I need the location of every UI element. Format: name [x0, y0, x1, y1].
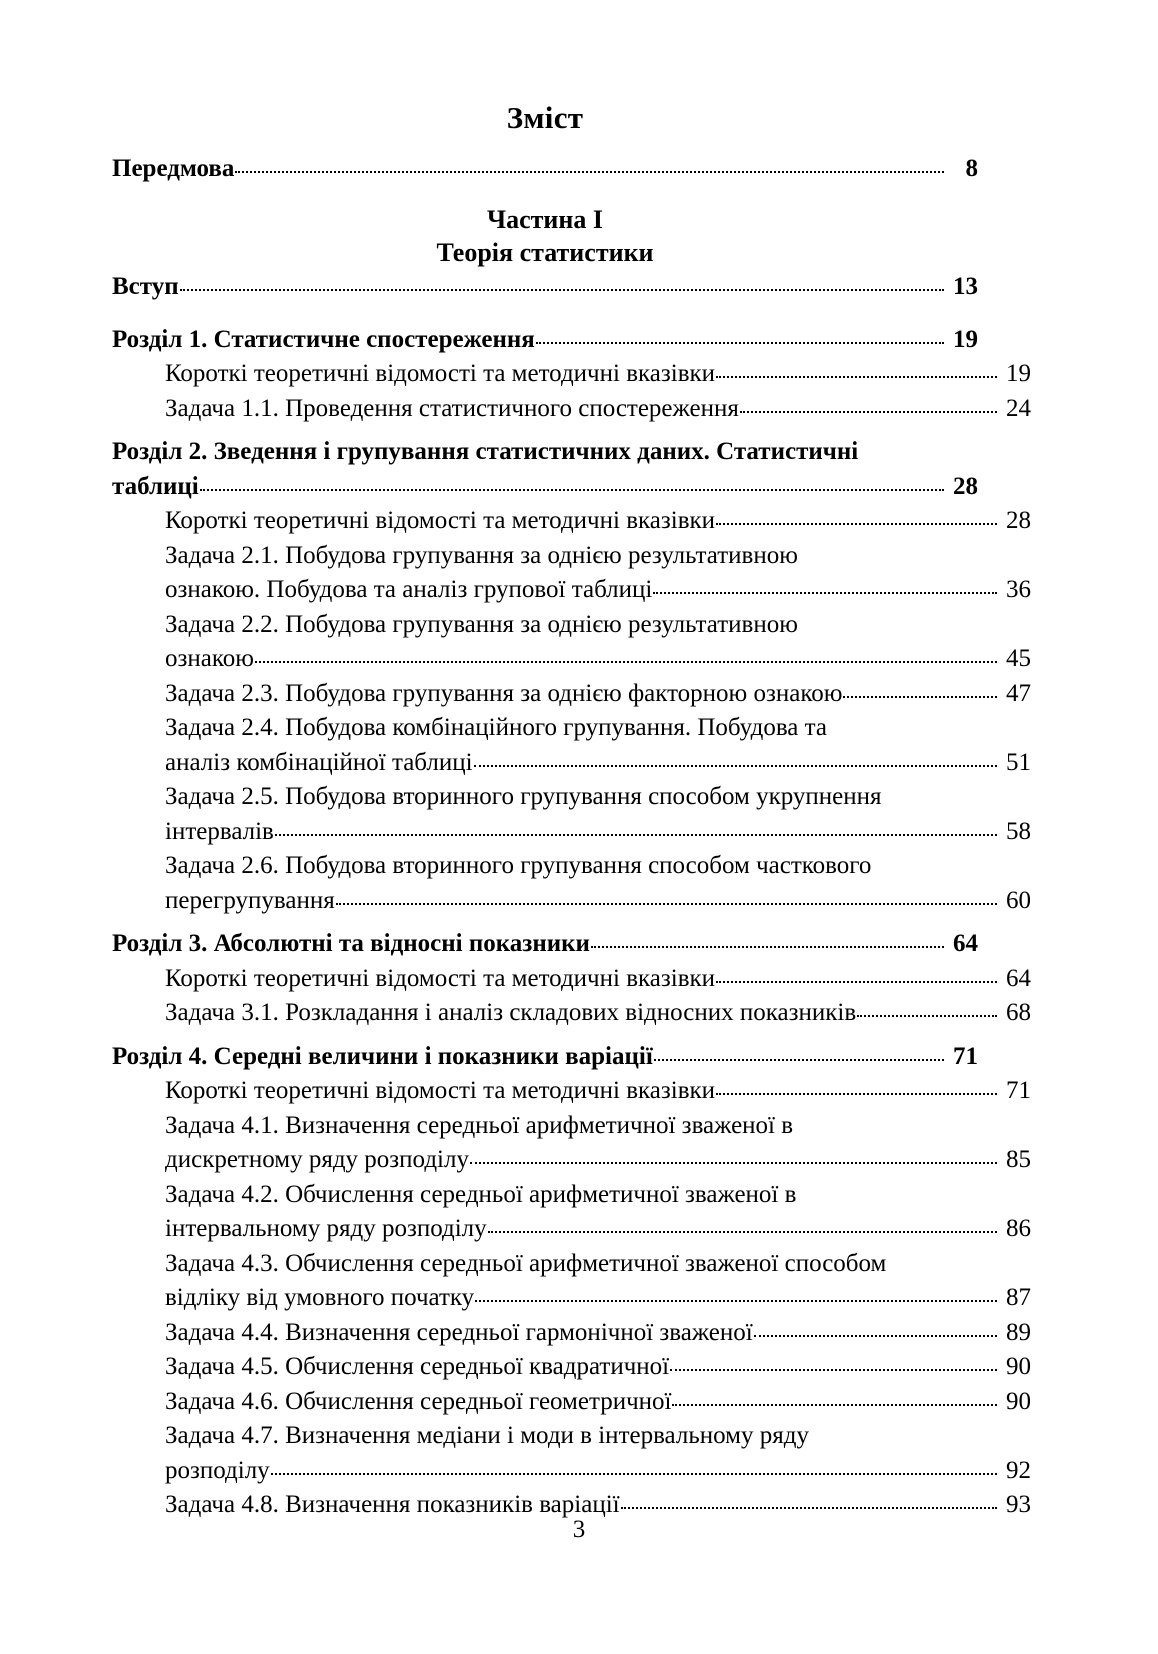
toc-entry-label: аналіз комбінаційної таблиці: [165, 748, 473, 776]
part-subtitle: Теорія статистики: [436, 238, 654, 268]
dot-leader: [621, 1507, 997, 1509]
toc-entry-label: Задача 1.1. Проведення статистичного спостереження: [165, 394, 739, 422]
toc-entry-page: 90: [1006, 1387, 1031, 1415]
dot-leader: [475, 1300, 997, 1302]
toc-subentry-4-2-continuation: [112, 1109, 978, 1144]
toc-entry-page: 45: [1006, 645, 1031, 673]
toc-entry-page: 8: [965, 155, 978, 182]
toc-entry-page: 85: [1006, 1146, 1031, 1174]
toc-entry-label: Розділ 1. Статистичне спостереження: [112, 325, 535, 353]
spacer: [112, 136, 978, 152]
toc-entry-label: Задача 4.6. Обчислення середньої геометричної: [165, 1387, 672, 1415]
toc-entry-label: інтервалів: [165, 817, 274, 845]
toc-section-heading-2-continuation: [112, 435, 978, 470]
toc-entry-line: Задача 4.7. Визначення медіани і моди в інтервальному ряду: [165, 1422, 809, 1450]
toc-subentry-2-7[interactable]: [112, 884, 1031, 919]
toc-entry-label: таблиці: [112, 472, 199, 500]
toc-entry-label: Задача 4.8. Визначення показників варіації: [165, 1491, 620, 1519]
toc-entry-page: 47: [1006, 679, 1031, 707]
toc-entry-label: інтервальному ряду розподілу: [165, 1215, 487, 1243]
toc-entry-line: Задача 4.3. Обчислення середньої арифметичної зваженої способом: [165, 1249, 887, 1277]
toc-subentry-2-5-continuation: [112, 711, 978, 746]
toc-subentry-2-6[interactable]: [112, 815, 1031, 850]
toc-subentry-2-2-continuation: [112, 539, 978, 574]
toc-entry-line: Задача 2.4. Побудова комбінаційного групування. Побудова та: [165, 714, 827, 742]
dot-leader: [180, 289, 944, 291]
toc-entry-page: 28: [953, 472, 978, 500]
toc-subentry-2-2[interactable]: [112, 573, 1031, 608]
toc-entry-page: 58: [1006, 817, 1031, 845]
toc-subentry-4-3[interactable]: [112, 1212, 1031, 1247]
toc-subentry-2-1[interactable]: [112, 504, 1031, 539]
toc-entry-page: 86: [1006, 1215, 1031, 1243]
toc-entry-page: 71: [953, 1042, 978, 1070]
toc-entry-label: ознакою: [165, 645, 254, 673]
dot-leader: [200, 489, 944, 491]
toc-subentry-4-4[interactable]: [112, 1281, 1031, 1316]
toc-content: [112, 0, 1031, 1523]
toc-subentry-4-8[interactable]: [112, 1454, 1031, 1489]
toc-section-heading-2[interactable]: [112, 470, 978, 505]
toc-entry-page: 28: [1006, 507, 1031, 535]
toc-entry-page: 68: [1006, 999, 1031, 1027]
toc-subentry-4-1[interactable]: [112, 1074, 1031, 1109]
toc-entry-page: 93: [1006, 1491, 1031, 1519]
toc-subentry-2-6-continuation: [112, 780, 978, 815]
dot-leader: [716, 523, 997, 525]
dot-leader: [235, 171, 944, 173]
toc-entry-preface[interactable]: [112, 152, 978, 187]
toc-entry-label: розподілу: [165, 1456, 270, 1484]
toc-subentry-1-2[interactable]: [112, 392, 1031, 427]
toc-entry-page: 60: [1006, 886, 1031, 914]
toc-entry-line: Задача 2.1. Побудова групування за однією результативною: [165, 541, 798, 569]
dot-leader: [275, 834, 997, 836]
spacer: [112, 918, 978, 927]
toc-entry-page: 64: [1006, 964, 1031, 992]
toc-entry-label: Короткі теоретичні відомості та методичні вказівки: [165, 1077, 716, 1105]
toc-subentry-4-6[interactable]: [112, 1350, 1031, 1385]
dot-leader: [336, 903, 997, 905]
dot-leader: [488, 1231, 997, 1233]
toc-entry-label: Задача 4.4. Визначення середньої гармонічної зваженої: [165, 1318, 753, 1346]
dot-leader: [843, 696, 997, 698]
dot-leader: [857, 1015, 997, 1017]
toc-subentry-2-3[interactable]: [112, 642, 1031, 677]
toc-entry-label: Короткі теоретичні відомості та методичні вказівки: [165, 360, 716, 388]
dot-leader: [470, 1162, 997, 1164]
toc-subentry-1-1[interactable]: [112, 357, 1031, 392]
toc-subentry-4-3-continuation: [112, 1178, 978, 1213]
toc-section-heading-1[interactable]: [112, 323, 978, 358]
toc-entry-label: ознакою. Побудова та аналіз групової таблиці: [165, 576, 653, 604]
dot-leader: [654, 1059, 944, 1061]
toc-subentry-2-7-continuation: [112, 849, 978, 884]
toc-entry-introduction[interactable]: [112, 270, 978, 305]
spacer: [112, 305, 978, 314]
spacer: [112, 1031, 978, 1040]
toc-entry-page: 92: [1006, 1456, 1031, 1484]
toc-subentry-3-2[interactable]: [112, 996, 1031, 1031]
spacer: [112, 426, 978, 435]
toc-entry-line: Задача 2.2. Побудова групування за однією результативною: [165, 610, 798, 638]
toc-entry-page: 71: [1006, 1077, 1031, 1105]
toc-subentry-2-3-continuation: [112, 608, 978, 643]
toc-entry-page: 24: [1006, 394, 1031, 422]
toc-subentry-2-5[interactable]: [112, 746, 1031, 781]
toc-entry-page: 19: [1006, 360, 1031, 388]
toc-entry-label: Вступ: [112, 273, 179, 301]
toc-entry-label: дискретному ряду розподілу: [165, 1146, 469, 1174]
spacer: [112, 314, 978, 323]
dot-leader: [536, 342, 944, 344]
toc-section-heading-3[interactable]: [112, 927, 978, 962]
toc-subentry-4-5[interactable]: [112, 1316, 1031, 1351]
dot-leader: [740, 411, 997, 413]
toc-entry-label: Короткі теоретичні відомості та методичні вказівки: [165, 507, 716, 535]
dot-leader: [255, 661, 997, 663]
toc-entry-label: Розділ 3. Абсолютні та відносні показники: [112, 930, 590, 958]
dot-leader: [271, 1473, 997, 1475]
dot-leader: [672, 1404, 997, 1406]
dot-leader: [670, 1369, 997, 1371]
toc-subentry-2-4[interactable]: [112, 677, 1031, 712]
toc-entry-label: Задача 3.1. Розкладання і аналіз складових відносних показників: [165, 999, 857, 1027]
dot-leader: [653, 592, 997, 594]
toc-section-heading-4[interactable]: [112, 1040, 978, 1075]
toc-entry-page: 19: [953, 325, 978, 353]
toc-sections: [112, 314, 1031, 1523]
dot-leader: [716, 1093, 997, 1095]
toc-entry-label: відліку від умовного початку: [165, 1284, 475, 1312]
footer-page-number: 3: [572, 1516, 586, 1543]
toc-entry-page: 36: [1006, 576, 1031, 604]
toc-entry-page: 64: [953, 930, 978, 958]
dot-leader: [716, 376, 997, 378]
toc-entry-label: перегрупування: [165, 886, 335, 914]
dot-leader: [474, 765, 997, 767]
dot-leader: [716, 981, 997, 983]
toc-subentry-4-8-continuation: [112, 1419, 978, 1454]
toc-entry-page: 13: [953, 273, 978, 301]
toc-subentry-4-2[interactable]: [112, 1143, 1031, 1178]
dot-leader: [754, 1335, 997, 1337]
toc-entry-label: Задача 2.3. Побудова групування за однією факторною ознакою: [165, 679, 843, 707]
toc-subentry-3-1[interactable]: [112, 962, 1031, 997]
toc-entry-line: Розділ 2. Зведення і групування статистичних даних. Статистичні: [112, 438, 859, 466]
toc-subentry-4-4-continuation: [112, 1247, 978, 1282]
toc-entry-line: Задача 2.5. Побудова вторинного групування способом укрупнення: [165, 783, 882, 811]
dot-leader: [591, 946, 944, 948]
toc-entry-label: Короткі теоретичні відомості та методичні вказівки: [165, 964, 716, 992]
toc-entry-line: Задача 2.6. Побудова вторинного групування способом часткового: [165, 852, 872, 880]
toc-entry-page: 51: [1006, 748, 1031, 776]
toc-entry-page: 90: [1006, 1353, 1031, 1381]
toc-entry-page: 89: [1006, 1318, 1031, 1346]
toc-entry-label: Розділ 4. Середні величини і показники варіації: [112, 1042, 653, 1070]
toc-subentry-4-7[interactable]: [112, 1385, 1031, 1420]
toc-entry-label: Задача 4.5. Обчислення середньої квадратичної: [165, 1353, 670, 1381]
part-number: Частина I: [487, 204, 603, 234]
toc-entry-label: Передмова: [112, 155, 235, 182]
toc-entry-page: 87: [1006, 1284, 1031, 1312]
page-title: Зміст: [506, 100, 584, 135]
toc-entry-line: Задача 4.1. Визначення середньої арифметичної зваженої в: [165, 1111, 794, 1139]
toc-entry-line: Задача 4.2. Обчислення середньої арифметичної зваженої в: [165, 1180, 797, 1208]
